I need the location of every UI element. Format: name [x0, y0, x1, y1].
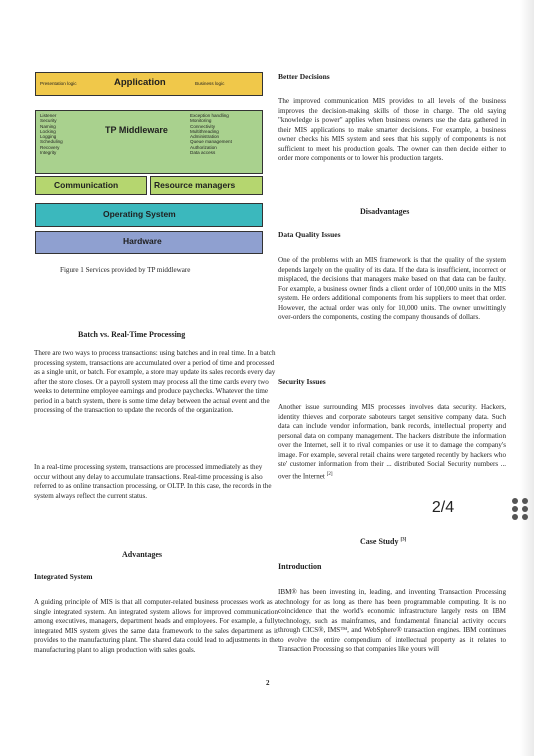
realtime-paragraph: In a real-time processing system, transactions are processed immediately as they occur without any delay to accumulate transactions. Real-time processing is also referred to as online transaction processing, or OLTP. In this case, the records in the system always reflect the current status.: [34, 463, 272, 500]
middleware-right-list: [190, 113, 232, 155]
mw-scheduling: Scheduling: [40, 139, 63, 145]
disadvantages-heading: Disadvantages: [360, 207, 410, 216]
mw-connectivity: Connectivity: [190, 123, 216, 129]
presentation-logic-label: Presentation logic: [40, 81, 77, 86]
advantages-heading: Advantages: [122, 550, 163, 559]
data-quality-paragraph: One of the problems with an MIS framework is that the quality of the system depends largely on the quality of its data. If the data is insufficient, incorrect or misplaced, the decisions that managers make based on that data can be faulty. For example, a business owner finds a client order of 100,000 units in the MIS system. He orders additional components from his suppliers to meet that order. However, the actual order was only for 10,000 units. The owner unwittingly over-orders the components, costing the company thousands of dollars.: [278, 256, 506, 321]
better-decisions-paragraph: The improved communication MIS provides to all levels of the business improves the decision-making skills of those in charge. The old saying "knowledge is power" applies when business owners use the data gathered in their MIS applications to make smarter decisions. For example, a business owner checks his MIS system and sees that his supply of components is not sufficient to meet his production goals. The owner can then decide either to order more components or to lower his production targets.: [278, 97, 506, 162]
resource-managers-label: Resource managers: [154, 180, 236, 190]
dot: [522, 514, 528, 520]
application-label: Application: [114, 77, 166, 88]
mw-exception: Exception handling: [190, 113, 229, 118]
page-number: 2: [266, 679, 270, 687]
security-text: Another issue surrounding MIS processes involves data security. Hackers, identity thieves and corporate saboteurs target sensitive company data. Such data can include vendor information, bank records, intellectual property and personal data on company management. The hackers distribute the information over the Internet, sell it to rival companies or use it to damage the company's image. For example, several retail chains were targeted recently by hackers who ste' customer information from their ... distributed Social Security numbers ... over the Internet: [278, 403, 506, 480]
hardware-label: Hardware: [123, 236, 162, 246]
mw-multithreading: Multithreading: [190, 128, 219, 134]
case-study-ref: [3]: [400, 537, 407, 543]
operating-system-label: Operating System: [103, 209, 176, 219]
middleware-title: TP Middleware: [105, 125, 168, 135]
viewer-edge-shadow: [520, 0, 534, 756]
mw-security: Security: [40, 118, 57, 124]
mw-naming: Naming: [40, 123, 56, 129]
mw-authorization: Authorization: [190, 144, 217, 150]
integrated-system-heading: Integrated System: [34, 572, 93, 581]
page-indicator: 2/4: [418, 491, 468, 525]
case-study-heading: [360, 537, 406, 546]
security-paragraph: [278, 403, 506, 481]
dot: [522, 506, 528, 512]
communication-label: Communication: [54, 180, 119, 190]
mw-recovery: Recovery: [40, 144, 60, 150]
security-issues-heading: Security Issues: [278, 377, 326, 386]
figure-caption: Figure 1 Services provided by TP middleware: [60, 266, 191, 274]
batch-paragraph: There are two ways to process transactions: using batches and in real time. In a batch processing system, transactions are accumulated over a period of time and processed as a single unit, or batch. For example, a store may update its sales records every day after the store closes. Or a payroll system may process all the time cards every two weeks to determine employee earnings and produce paychecks. Whatever the time period in a batch system, there is some time delay between the actual event and the processing of the transaction to update the records of the organization.: [34, 349, 276, 414]
integrated-paragraph: A guiding principle of MIS is that all computer-related business processes work as a single integrated system. An integrated system allows for improved communication among executives, managers, department heads and employees. For example, a fully integrated MIS system gives the same data framework to the sales department as it provides to the manufacturing plant. The shared data could lead to adjustments in the manufacturing plant to align production with sales goals.: [34, 598, 278, 654]
mw-monitoring: Monitoring: [190, 118, 212, 124]
introduction-heading: Introduction: [278, 562, 322, 571]
more-options-icon[interactable]: [512, 494, 534, 524]
mw-logging: Logging: [40, 134, 57, 140]
batch-heading: Batch vs. Real-Time Processing: [78, 330, 186, 339]
introduction-paragraph: IBM® has been investing in, leading, and inventing Transaction Processing technology for as long as there has been programmable computing. It is no coincidence that the world's economic infrastructure largely rests on IBM technology, such as mainframes, and fundamental financial activity occurs through CICS®, IMS™, and WebSphere® transaction engines. IBM continues to evolve the entire compendium of intellectual property as it relates to Transaction Processing so that companies like yours will: [278, 588, 506, 653]
security-ref: [2]: [326, 471, 333, 477]
business-logic-label: Business logic: [195, 81, 225, 86]
mw-administration: Administration: [190, 134, 220, 140]
data-quality-heading: Data Quality Issues: [278, 230, 341, 239]
case-study-title: Case Study: [360, 537, 399, 546]
better-decisions-heading: Better Decisions: [278, 72, 330, 81]
mw-data-access: Data access: [190, 150, 216, 156]
dot: [512, 506, 518, 512]
middleware-left-list: [40, 113, 63, 155]
mw-queue: Queue management: [190, 139, 232, 145]
dot: [512, 498, 518, 504]
dot: [512, 514, 518, 520]
mw-listener: Listener: [40, 113, 57, 118]
mw-integrity: Integrity: [40, 150, 57, 156]
dot: [522, 498, 528, 504]
mw-locking: Locking: [40, 128, 56, 134]
